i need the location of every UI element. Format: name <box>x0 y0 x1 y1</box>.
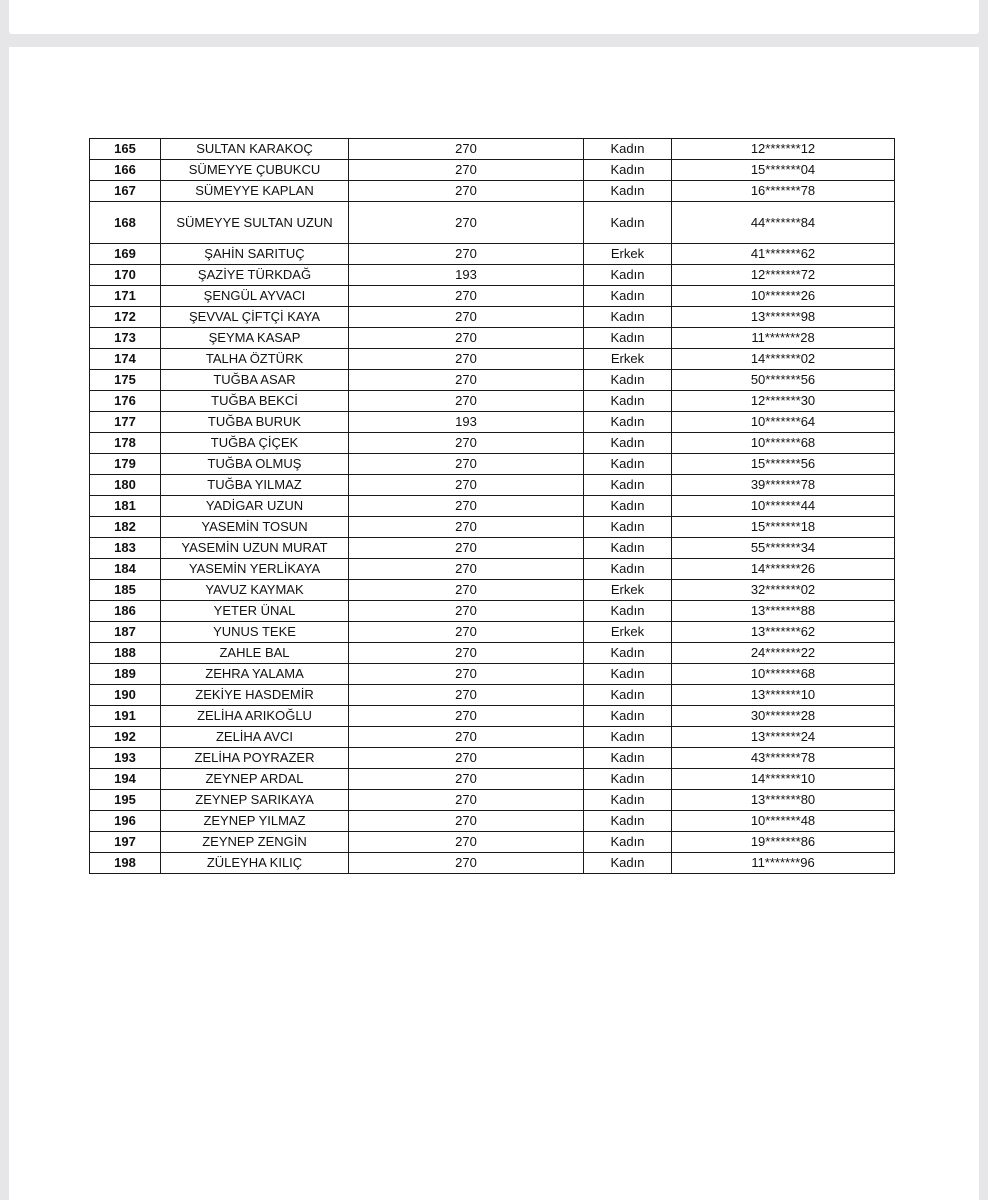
table-row <box>90 265 895 286</box>
row-number-cell: 166 <box>90 160 161 181</box>
table-row <box>90 328 895 349</box>
score-cell: 270 <box>349 454 584 475</box>
gender-cell: Kadın <box>584 706 672 727</box>
score-cell: 270 <box>349 496 584 517</box>
row-number-cell: 185 <box>90 580 161 601</box>
row-number-cell: 178 <box>90 433 161 454</box>
gender-cell: Kadın <box>584 328 672 349</box>
table-row <box>90 391 895 412</box>
table-row <box>90 559 895 580</box>
full-name-cell: YAVUZ KAYMAK <box>161 580 349 601</box>
gender-cell: Kadın <box>584 832 672 853</box>
table-row <box>90 853 895 874</box>
row-number-cell: 182 <box>90 517 161 538</box>
masked-id-number-cell: 55*******34 <box>672 538 895 559</box>
row-number-cell: 165 <box>90 139 161 160</box>
table-row <box>90 181 895 202</box>
full-name-cell: YASEMİN TOSUN <box>161 517 349 538</box>
gender-cell: Kadın <box>584 391 672 412</box>
score-cell: 270 <box>349 202 584 244</box>
results-table <box>89 138 895 874</box>
full-name-cell: YADİGAR UZUN <box>161 496 349 517</box>
row-number-cell: 173 <box>90 328 161 349</box>
masked-id-number-cell: 13*******10 <box>672 685 895 706</box>
masked-id-number-cell: 10*******68 <box>672 664 895 685</box>
document-page <box>9 47 979 1200</box>
masked-id-number-cell: 13*******62 <box>672 622 895 643</box>
masked-id-number-cell: 10*******44 <box>672 496 895 517</box>
masked-id-number-cell: 10*******48 <box>672 811 895 832</box>
table-row <box>90 433 895 454</box>
full-name-cell: SÜMEYYE SULTAN UZUN <box>161 202 349 244</box>
score-cell: 270 <box>349 664 584 685</box>
row-number-cell: 176 <box>90 391 161 412</box>
score-cell: 270 <box>349 643 584 664</box>
gender-cell: Kadın <box>584 412 672 433</box>
full-name-cell: ZEYNEP ARDAL <box>161 769 349 790</box>
gender-cell: Kadın <box>584 517 672 538</box>
table-row <box>90 811 895 832</box>
row-number-cell: 192 <box>90 727 161 748</box>
full-name-cell: YASEMİN UZUN MURAT <box>161 538 349 559</box>
row-number-cell: 168 <box>90 202 161 244</box>
score-cell: 270 <box>349 181 584 202</box>
masked-id-number-cell: 14*******26 <box>672 559 895 580</box>
masked-id-number-cell: 14*******10 <box>672 769 895 790</box>
row-number-cell: 193 <box>90 748 161 769</box>
masked-id-number-cell: 44*******84 <box>672 202 895 244</box>
row-number-cell: 196 <box>90 811 161 832</box>
score-cell: 270 <box>349 580 584 601</box>
gender-cell: Kadın <box>584 181 672 202</box>
full-name-cell: ŞEVVAL ÇİFTÇİ KAYA <box>161 307 349 328</box>
masked-id-number-cell: 43*******78 <box>672 748 895 769</box>
masked-id-number-cell: 11*******28 <box>672 328 895 349</box>
score-cell: 270 <box>349 349 584 370</box>
score-cell: 193 <box>349 265 584 286</box>
row-number-cell: 171 <box>90 286 161 307</box>
table-row <box>90 370 895 391</box>
table-row <box>90 748 895 769</box>
full-name-cell: YASEMİN YERLİKAYA <box>161 559 349 580</box>
table-row <box>90 307 895 328</box>
gender-cell: Kadın <box>584 685 672 706</box>
masked-id-number-cell: 10*******68 <box>672 433 895 454</box>
row-number-cell: 175 <box>90 370 161 391</box>
row-number-cell: 172 <box>90 307 161 328</box>
gender-cell: Kadın <box>584 811 672 832</box>
masked-id-number-cell: 12*******30 <box>672 391 895 412</box>
row-number-cell: 191 <box>90 706 161 727</box>
full-name-cell: ZEHRA YALAMA <box>161 664 349 685</box>
masked-id-number-cell: 13*******80 <box>672 790 895 811</box>
table-row <box>90 517 895 538</box>
gender-cell: Kadın <box>584 538 672 559</box>
score-cell: 270 <box>349 790 584 811</box>
score-cell: 270 <box>349 370 584 391</box>
score-cell: 270 <box>349 286 584 307</box>
score-cell: 270 <box>349 244 584 265</box>
table-row <box>90 412 895 433</box>
row-number-cell: 180 <box>90 475 161 496</box>
full-name-cell: TUĞBA BEKCİ <box>161 391 349 412</box>
table-row <box>90 685 895 706</box>
full-name-cell: YUNUS TEKE <box>161 622 349 643</box>
score-cell: 270 <box>349 622 584 643</box>
score-cell: 270 <box>349 853 584 874</box>
row-number-cell: 179 <box>90 454 161 475</box>
masked-id-number-cell: 13*******88 <box>672 601 895 622</box>
full-name-cell: TUĞBA BURUK <box>161 412 349 433</box>
gender-cell: Erkek <box>584 622 672 643</box>
row-number-cell: 187 <box>90 622 161 643</box>
masked-id-number-cell: 15*******56 <box>672 454 895 475</box>
gender-cell: Kadın <box>584 265 672 286</box>
row-number-cell: 198 <box>90 853 161 874</box>
masked-id-number-cell: 13*******24 <box>672 727 895 748</box>
gender-cell: Kadın <box>584 307 672 328</box>
gender-cell: Kadın <box>584 559 672 580</box>
table-row <box>90 286 895 307</box>
row-number-cell: 186 <box>90 601 161 622</box>
full-name-cell: ŞEYMA KASAP <box>161 328 349 349</box>
table-row <box>90 160 895 181</box>
score-cell: 193 <box>349 412 584 433</box>
row-number-cell: 177 <box>90 412 161 433</box>
row-number-cell: 170 <box>90 265 161 286</box>
score-cell: 270 <box>349 601 584 622</box>
gender-cell: Kadın <box>584 433 672 454</box>
masked-id-number-cell: 11*******96 <box>672 853 895 874</box>
table-row <box>90 496 895 517</box>
masked-id-number-cell: 15*******18 <box>672 517 895 538</box>
full-name-cell: ŞAZİYE TÜRKDAĞ <box>161 265 349 286</box>
full-name-cell: TUĞBA YILMAZ <box>161 475 349 496</box>
score-cell: 270 <box>349 811 584 832</box>
table-row <box>90 769 895 790</box>
row-number-cell: 189 <box>90 664 161 685</box>
table-row <box>90 706 895 727</box>
masked-id-number-cell: 13*******98 <box>672 307 895 328</box>
table-row <box>90 475 895 496</box>
gender-cell: Kadın <box>584 664 672 685</box>
score-cell: 270 <box>349 328 584 349</box>
gender-cell: Kadın <box>584 160 672 181</box>
gender-cell: Kadın <box>584 139 672 160</box>
masked-id-number-cell: 15*******04 <box>672 160 895 181</box>
masked-id-number-cell: 50*******56 <box>672 370 895 391</box>
gender-cell: Kadın <box>584 202 672 244</box>
row-number-cell: 167 <box>90 181 161 202</box>
masked-id-number-cell: 32*******02 <box>672 580 895 601</box>
full-name-cell: TALHA ÖZTÜRK <box>161 349 349 370</box>
full-name-cell: SÜMEYYE KAPLAN <box>161 181 349 202</box>
full-name-cell: ZEYNEP ZENGİN <box>161 832 349 853</box>
row-number-cell: 195 <box>90 790 161 811</box>
score-cell: 270 <box>349 706 584 727</box>
gender-cell: Kadın <box>584 790 672 811</box>
score-cell: 270 <box>349 475 584 496</box>
gender-cell: Kadın <box>584 748 672 769</box>
row-number-cell: 174 <box>90 349 161 370</box>
score-cell: 270 <box>349 433 584 454</box>
masked-id-number-cell: 19*******86 <box>672 832 895 853</box>
table-row <box>90 580 895 601</box>
row-number-cell: 183 <box>90 538 161 559</box>
table-row <box>90 538 895 559</box>
full-name-cell: SULTAN KARAKOÇ <box>161 139 349 160</box>
row-number-cell: 190 <box>90 685 161 706</box>
row-number-cell: 184 <box>90 559 161 580</box>
full-name-cell: ZELİHA POYRAZER <box>161 748 349 769</box>
gender-cell: Erkek <box>584 349 672 370</box>
full-name-cell: ŞENGÜL AYVACI <box>161 286 349 307</box>
masked-id-number-cell: 24*******22 <box>672 643 895 664</box>
table-row <box>90 727 895 748</box>
score-cell: 270 <box>349 832 584 853</box>
gender-cell: Erkek <box>584 580 672 601</box>
full-name-cell: TUĞBA ASAR <box>161 370 349 391</box>
masked-id-number-cell: 10*******26 <box>672 286 895 307</box>
full-name-cell: ŞAHİN SARITUÇ <box>161 244 349 265</box>
score-cell: 270 <box>349 307 584 328</box>
row-number-cell: 188 <box>90 643 161 664</box>
full-name-cell: ZEKİYE HASDEMİR <box>161 685 349 706</box>
masked-id-number-cell: 16*******78 <box>672 181 895 202</box>
masked-id-number-cell: 14*******02 <box>672 349 895 370</box>
row-number-cell: 169 <box>90 244 161 265</box>
gender-cell: Kadın <box>584 727 672 748</box>
score-cell: 270 <box>349 538 584 559</box>
score-cell: 270 <box>349 685 584 706</box>
gender-cell: Kadın <box>584 496 672 517</box>
masked-id-number-cell: 12*******12 <box>672 139 895 160</box>
full-name-cell: ZEYNEP YILMAZ <box>161 811 349 832</box>
full-name-cell: ZELİHA AVCI <box>161 727 349 748</box>
table-row <box>90 643 895 664</box>
score-cell: 270 <box>349 769 584 790</box>
score-cell: 270 <box>349 391 584 412</box>
score-cell: 270 <box>349 727 584 748</box>
previous-page-edge <box>9 0 979 34</box>
gender-cell: Kadın <box>584 475 672 496</box>
table-row <box>90 601 895 622</box>
gender-cell: Kadın <box>584 853 672 874</box>
results-table-body <box>90 139 895 874</box>
full-name-cell: TUĞBA ÇİÇEK <box>161 433 349 454</box>
table-row <box>90 349 895 370</box>
score-cell: 270 <box>349 559 584 580</box>
table-row <box>90 790 895 811</box>
table-row <box>90 622 895 643</box>
gender-cell: Kadın <box>584 601 672 622</box>
score-cell: 270 <box>349 517 584 538</box>
masked-id-number-cell: 39*******78 <box>672 475 895 496</box>
gender-cell: Kadın <box>584 454 672 475</box>
full-name-cell: ZAHLE BAL <box>161 643 349 664</box>
score-cell: 270 <box>349 160 584 181</box>
full-name-cell: ZELİHA ARIKOĞLU <box>161 706 349 727</box>
masked-id-number-cell: 10*******64 <box>672 412 895 433</box>
row-number-cell: 194 <box>90 769 161 790</box>
table-row <box>90 664 895 685</box>
full-name-cell: ZÜLEYHA KILIÇ <box>161 853 349 874</box>
table-row <box>90 139 895 160</box>
masked-id-number-cell: 30*******28 <box>672 706 895 727</box>
full-name-cell: YETER ÜNAL <box>161 601 349 622</box>
gender-cell: Kadın <box>584 769 672 790</box>
score-cell: 270 <box>349 139 584 160</box>
table-row <box>90 454 895 475</box>
gender-cell: Kadın <box>584 643 672 664</box>
row-number-cell: 181 <box>90 496 161 517</box>
gender-cell: Kadın <box>584 286 672 307</box>
full-name-cell: SÜMEYYE ÇUBUKCU <box>161 160 349 181</box>
gender-cell: Kadın <box>584 370 672 391</box>
table-row <box>90 244 895 265</box>
row-number-cell: 197 <box>90 832 161 853</box>
score-cell: 270 <box>349 748 584 769</box>
table-row <box>90 202 895 244</box>
masked-id-number-cell: 41*******62 <box>672 244 895 265</box>
table-row <box>90 832 895 853</box>
masked-id-number-cell: 12*******72 <box>672 265 895 286</box>
gender-cell: Erkek <box>584 244 672 265</box>
full-name-cell: ZEYNEP SARIKAYA <box>161 790 349 811</box>
full-name-cell: TUĞBA OLMUŞ <box>161 454 349 475</box>
